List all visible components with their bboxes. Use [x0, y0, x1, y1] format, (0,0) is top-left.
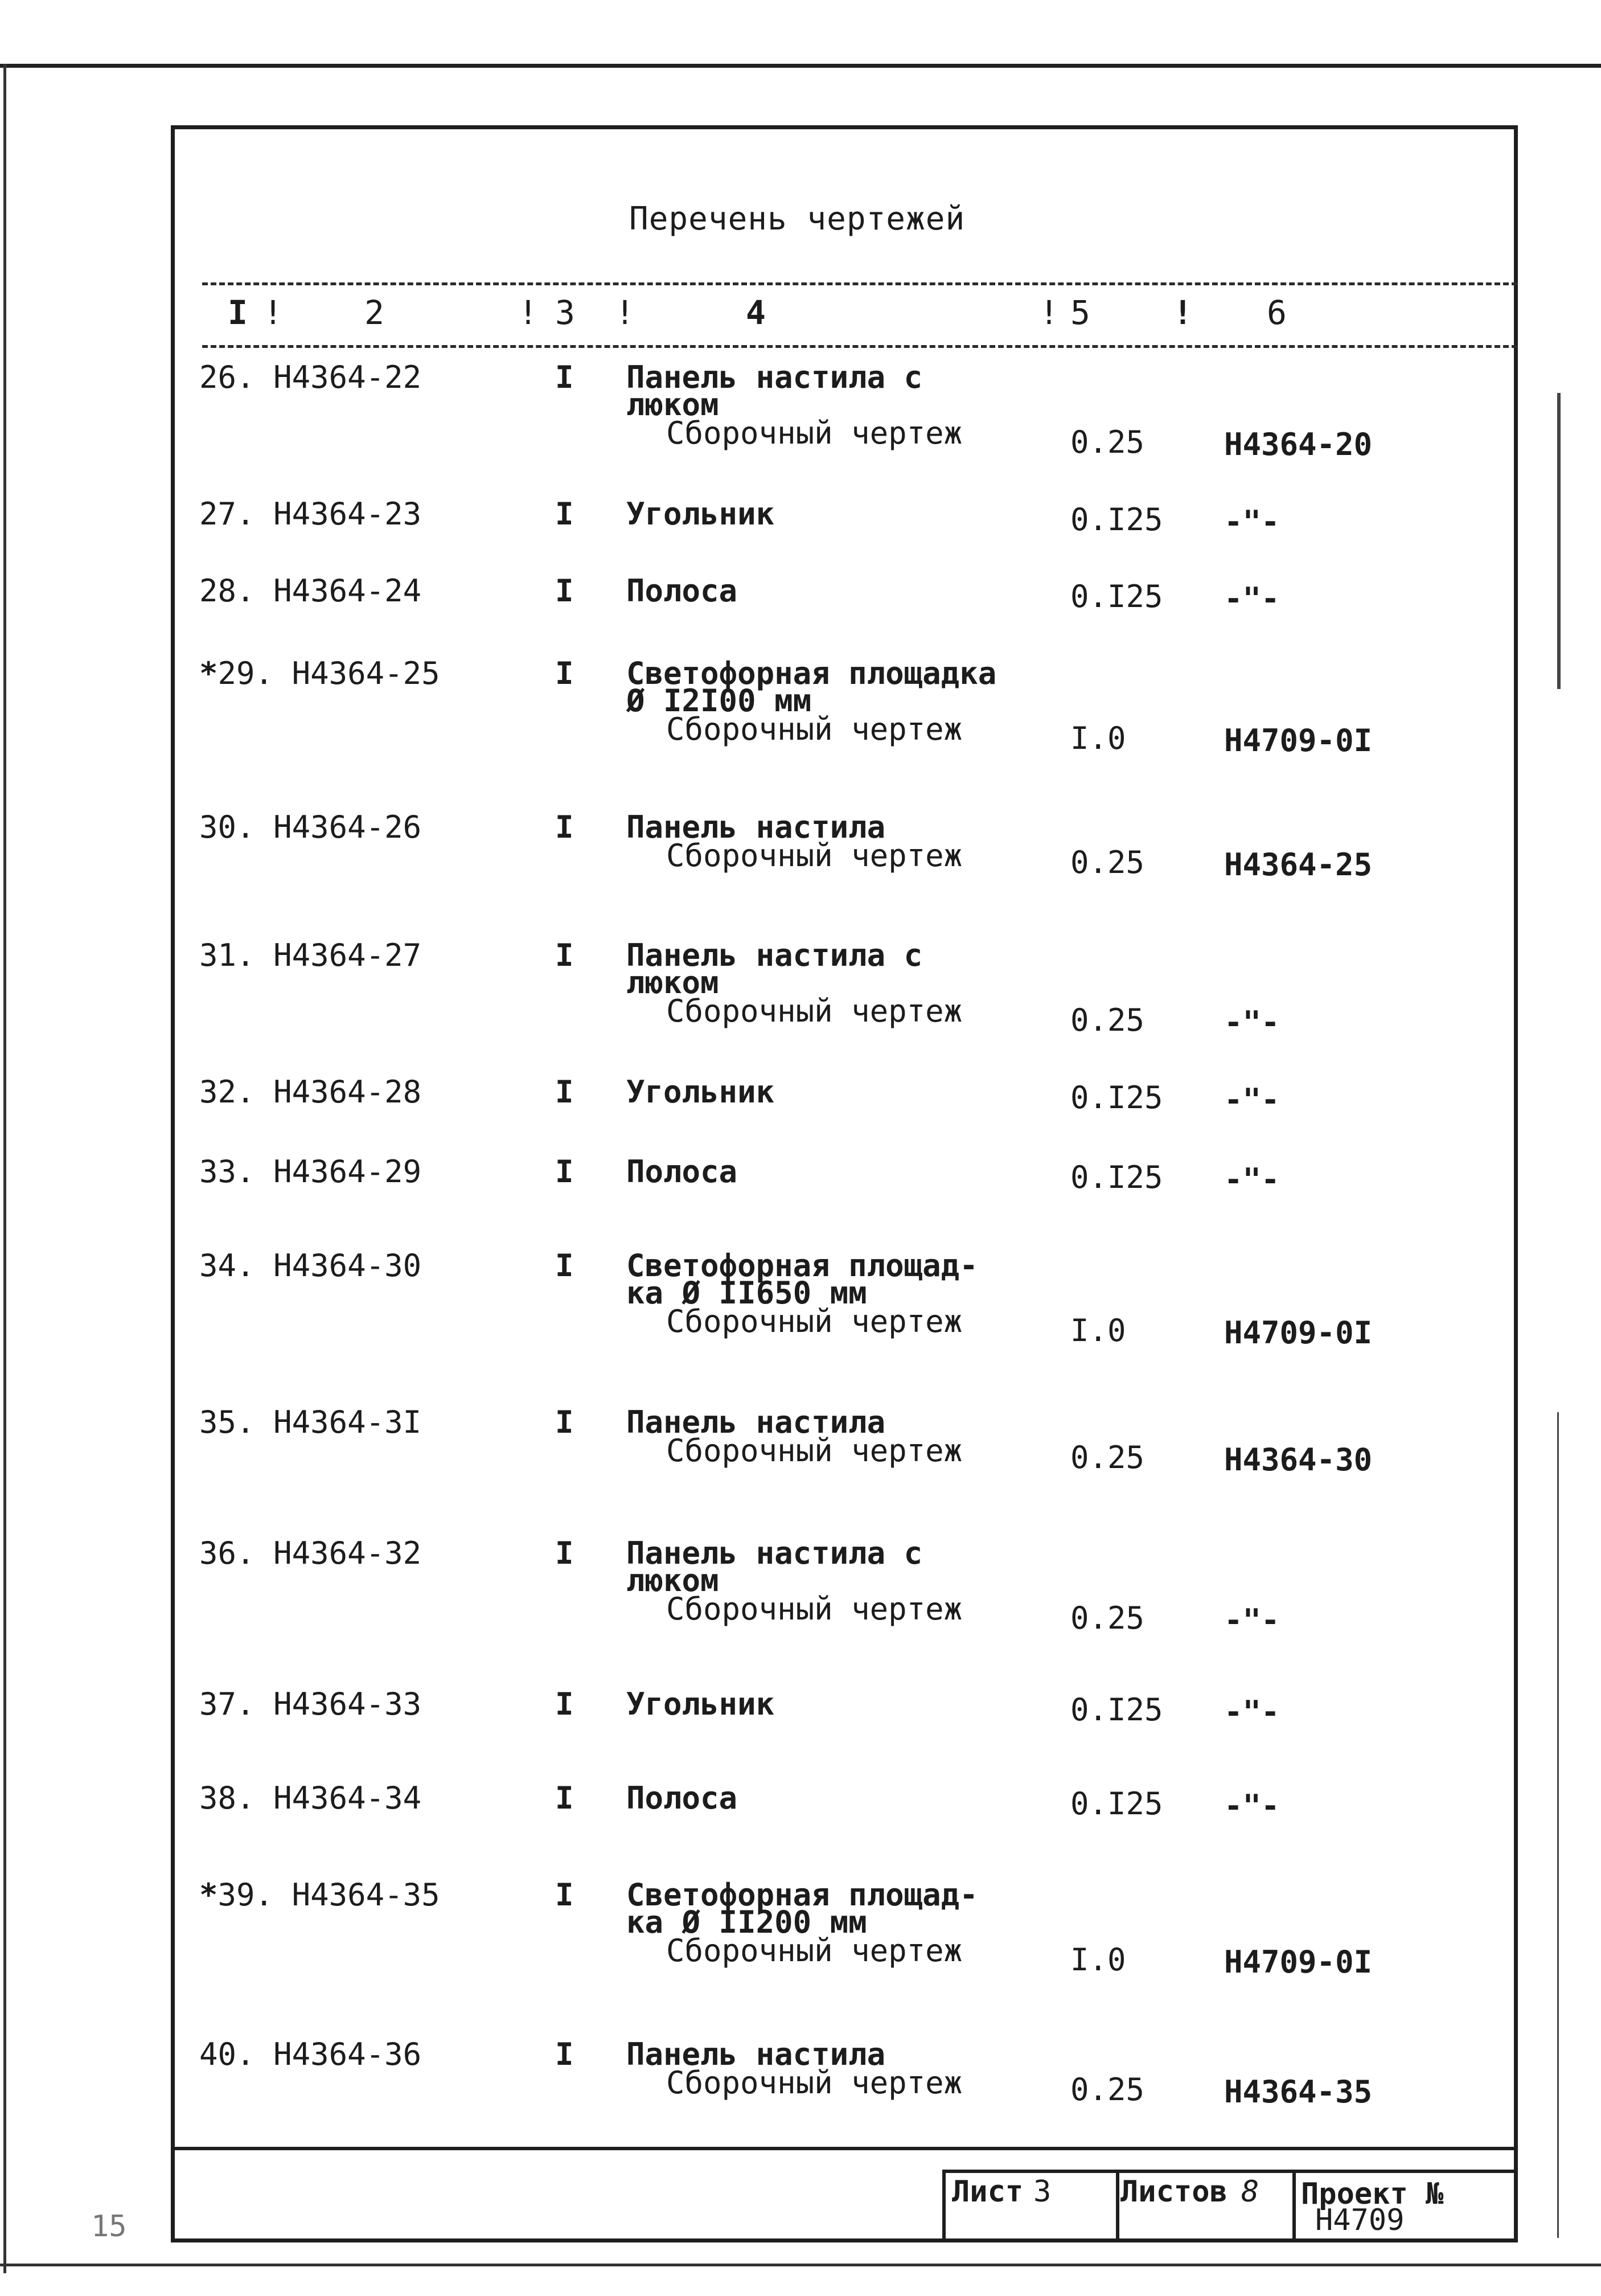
revision-mark: * [199, 655, 218, 691]
drawing-name [626, 1076, 774, 1108]
column-separator: ! [615, 293, 635, 332]
sheet-count: I [555, 359, 574, 395]
row-number [199, 937, 422, 973]
row-number [199, 1879, 440, 1911]
row-number [199, 1404, 422, 1440]
row-number [199, 811, 421, 843]
reference-drawing: -"- [1224, 1082, 1280, 1118]
drawing-name-line-3: Сборочный чертеж [666, 1591, 963, 1627]
column-header-2: 2 [364, 293, 384, 332]
drawing-name-line-2: ка Ø II650 мм [626, 1275, 867, 1311]
column-header-1: I [228, 293, 248, 332]
drawing-scale: 0.25 [1070, 2072, 1145, 2108]
reference-drawing: Н4709-0I [1224, 723, 1373, 758]
drawing-name [626, 1879, 978, 1967]
drawing-name-line-1: Панель настила с [626, 359, 923, 395]
reference-drawing: -"- [1224, 1694, 1280, 1730]
drawing-name [626, 1535, 963, 1627]
drawing-scale: 0.25 [1070, 1002, 1145, 1038]
drawing-name-line-3: Сборочный чертеж [666, 415, 963, 451]
sheet-number: 3 [1033, 2175, 1052, 2209]
sheet-count: I [555, 1877, 574, 1913]
drawing-scale: I.0 [1070, 1942, 1126, 1978]
drawing-name-line-2: люком [626, 387, 719, 423]
drawing-name [626, 811, 962, 872]
reference-drawing: Н4709-0I [1224, 1944, 1373, 1980]
project-number: Н4709 [1315, 2203, 1405, 2237]
drawing-name [626, 1782, 737, 1814]
drawing-name-line-1: Светофорная площад- [626, 1248, 978, 1284]
sheet-count: I [555, 1074, 574, 1110]
drawing-scale: 0.I25 [1070, 1786, 1163, 1822]
row-number [199, 2036, 422, 2072]
row-number [199, 498, 421, 530]
margin-page-note: 15 [91, 2209, 127, 2244]
row-index: 35. [199, 1404, 255, 1440]
drawing-name-line-1: Полоса [626, 1154, 738, 1190]
row-index: 31. [199, 937, 255, 973]
header-dash-line-top [202, 282, 1517, 285]
drawing-name [626, 359, 963, 451]
reference-drawing: -"- [1224, 1602, 1280, 1638]
row-index: 39. [217, 1877, 274, 1913]
row-number [199, 655, 440, 691]
document-title: Перечень чертежей [629, 200, 966, 237]
row-index: 27. [199, 496, 255, 532]
drawing-name [626, 575, 737, 607]
reference-drawing: Н4364-20 [1224, 427, 1373, 462]
row-index: 29. [217, 655, 274, 691]
sheet-label: Лист [952, 2175, 1024, 2209]
sheet-count: I [555, 937, 574, 973]
drawing-name [626, 1250, 978, 1338]
row-index: 28. [199, 573, 255, 609]
sheet-count: I [555, 2036, 574, 2072]
outer-top-rule [0, 64, 1601, 68]
drawing-scale: 0.I25 [1070, 1159, 1163, 1195]
drawing-code: Н4364-28 [273, 1074, 422, 1110]
drawing-code: Н4364-3I [273, 1404, 422, 1440]
project-label: Проект № [1301, 2177, 1444, 2211]
row-number [199, 1688, 421, 1720]
sheet-count: I [555, 1780, 574, 1816]
drawing-name [626, 1156, 737, 1188]
drawing-code: Н4364-23 [273, 496, 422, 532]
row-index: 38. [199, 1780, 255, 1816]
outer-left-rule [3, 64, 6, 2273]
sheet-count: I [555, 496, 574, 532]
drawing-code: Н4364-35 [292, 1877, 440, 1913]
column-separator: ! [1039, 293, 1059, 332]
reference-drawing: Н4709-0I [1224, 1315, 1373, 1351]
drawing-name [626, 1688, 774, 1720]
drawing-name-line-1: Полоса [626, 1780, 738, 1816]
drawing-name-line-3: Сборочный чертеж [666, 2065, 963, 2101]
reference-drawing: -"- [1224, 1162, 1280, 1198]
revision-mark: * [199, 1877, 218, 1913]
sheet-count: I [555, 573, 574, 609]
column-separator: ! [1173, 293, 1193, 332]
drawing-name-line-1: Угольник [626, 496, 775, 532]
drawing-name-line-1: Светофорная площад- [626, 1877, 978, 1913]
drawing-code: Н4364-29 [273, 1154, 422, 1190]
drawing-name [626, 2036, 963, 2101]
sheet-count: I [555, 809, 574, 845]
sheet-count: I [555, 1248, 574, 1284]
drawing-name-line-3: Сборочный чертеж [666, 1303, 963, 1339]
row-number [199, 1250, 421, 1282]
sheets-label: Листов [1120, 2175, 1228, 2209]
drawing-scale: 0.I25 [1070, 1692, 1163, 1728]
drawing-name-line-1: Полоса [626, 573, 738, 609]
drawing-name [626, 655, 997, 747]
reference-drawing: Н4364-30 [1224, 1442, 1373, 1478]
outer-bottom-rule [0, 2264, 1601, 2266]
drawing-code: Н4364-34 [273, 1780, 422, 1816]
sheet-count: I [555, 1404, 574, 1440]
drawing-name [626, 1404, 963, 1469]
drawing-name-line-2: ка Ø II200 мм [626, 1904, 867, 1940]
row-number [199, 1535, 422, 1571]
column-header-3: 3 [555, 293, 575, 332]
sheet-count: I [555, 1686, 574, 1722]
drawing-scale: 0.I25 [1070, 579, 1163, 614]
row-index: 36. [199, 1535, 255, 1571]
drawing-scale: I.0 [1070, 720, 1126, 756]
sheet-count: I [555, 655, 574, 691]
drawing-scale: 0.25 [1070, 424, 1145, 460]
drawing-name-line-3: Сборочный чертеж [666, 838, 963, 874]
drawing-name [626, 498, 774, 530]
drawing-name-line-1: Угольник [626, 1074, 775, 1110]
reference-drawing: Н4364-25 [1224, 847, 1373, 883]
column-header-5: 5 [1070, 293, 1090, 332]
drawing-scale: 0.25 [1070, 1600, 1145, 1636]
right-margin-mark [1557, 393, 1561, 689]
drawing-name-line-2: Ø I2I00 мм [626, 683, 812, 719]
drawing-scale: I.0 [1070, 1313, 1126, 1348]
row-number [199, 1782, 421, 1814]
row-number [199, 575, 421, 607]
drawing-name-line-1: Панель настила [626, 2036, 886, 2072]
reference-drawing: -"- [1224, 1788, 1280, 1824]
header-dash-line-bottom [202, 345, 1517, 348]
reference-drawing: -"- [1224, 1004, 1280, 1040]
drawing-code: Н4364-30 [273, 1248, 422, 1284]
drawing-name-line-3: Сборочный чертеж [666, 711, 963, 747]
row-number [199, 1076, 421, 1108]
row-index: 30. [199, 809, 255, 845]
row-index: 26. [199, 359, 255, 395]
drawing-code: Н4364-25 [292, 655, 440, 691]
right-margin-mark-lower [1557, 1412, 1559, 2238]
row-index: 33. [199, 1154, 255, 1190]
drawing-code: Н4364-27 [273, 937, 422, 973]
drawing-code: Н4364-26 [273, 809, 422, 845]
sheet-count: I [555, 1154, 574, 1190]
drawing-name-line-3: Сборочный чертеж [666, 1933, 963, 1969]
sheets-count: 8 [1241, 2175, 1259, 2209]
column-separator: ! [518, 293, 538, 332]
column-separator: ! [263, 293, 283, 332]
row-index: 37. [199, 1686, 255, 1722]
drawing-name-line-1: Панель настила с [626, 1535, 923, 1571]
drawing-name-line-1: Панель настила [626, 1404, 886, 1440]
drawing-scale: 0.I25 [1070, 1080, 1163, 1116]
drawing-name-line-1: Светофорная площадка [626, 655, 997, 691]
row-index: 32. [199, 1074, 255, 1110]
drawing-name-line-1: Угольник [626, 1686, 775, 1722]
drawing-scale: 0.25 [1070, 844, 1145, 880]
drawing-name-line-1: Панель настила [626, 809, 886, 845]
row-number [199, 359, 422, 395]
reference-drawing: -"- [1224, 504, 1280, 540]
drawing-scale: 0.25 [1070, 1440, 1145, 1475]
drawing-code: Н4364-36 [273, 2036, 422, 2072]
drawing-code: Н4364-22 [273, 359, 422, 395]
drawing-name [626, 937, 963, 1029]
sheet-count: I [555, 1535, 574, 1571]
drawing-code: Н4364-24 [273, 573, 422, 609]
drawing-name-line-3: Сборочный чертеж [666, 993, 963, 1029]
row-number [199, 1156, 421, 1188]
drawing-name-line-2: люком [626, 1563, 719, 1598]
reference-drawing: Н4364-35 [1224, 2074, 1373, 2110]
column-header-6: 6 [1267, 293, 1287, 332]
title-block-divider [1116, 2170, 1119, 2242]
title-block-divider [1292, 2170, 1296, 2242]
row-index: 34. [199, 1248, 255, 1284]
drawing-name-line-3: Сборочный чертеж [666, 1433, 963, 1469]
drawing-scale: 0.I25 [1070, 502, 1163, 538]
drawing-name-line-2: люком [626, 965, 719, 1001]
reference-drawing: -"- [1224, 581, 1280, 617]
row-index: 40. [199, 2036, 255, 2072]
drawing-code: Н4364-33 [273, 1686, 422, 1722]
drawing-name-line-1: Панель настила с [626, 937, 923, 973]
column-header-4: 4 [746, 293, 766, 332]
drawing-code: Н4364-32 [273, 1535, 422, 1571]
